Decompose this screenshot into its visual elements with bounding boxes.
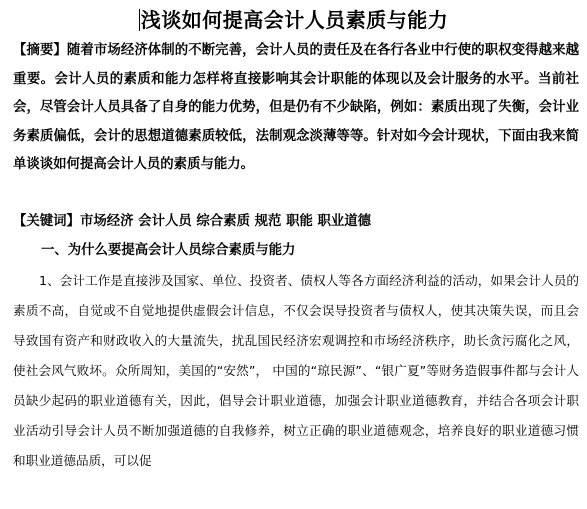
keywords-label: 【关键词】 <box>13 214 80 229</box>
document-title[interactable]: 浅谈如何提高会计人员素质与能力 <box>140 8 449 32</box>
body-paragraph[interactable] <box>13 266 579 476</box>
abstract-label: 【摘要】 <box>13 43 67 58</box>
keywords-text: 市场经济 会计人员 综合素质 规范 职能 职业道德 <box>79 214 372 229</box>
keywords-paragraph[interactable] <box>13 208 579 237</box>
abstract-text: 随着市场经济体制的不断完善，会计人员的责任及在各行各业中行使的职权变得越来越重要。会计人员的素质和能力怎样将直接影响其会计职能的体现以及会计服务的水平。当前社会，尽管会计人员具备了自身的能力优势，但是仍有不少缺陷，例如：素质出现了失衡，会计业务素质偏低，会计的思想道德素质较低，法制观念淡薄等等。针对如今会计现状，下面由我来简单谈谈如何提高会计人员的素质与能力。 <box>13 43 580 173</box>
body-paragraph-text: 1、会计工作是直接涉及国家、单位、投资者、债权人等各方面经济利益的活动，如果会计人员的素质不高，自觉或不自觉地提供虚假会计信息，不仅会误导投资者与债权人，使其决策失误，而且会导致国有资产和财政收入的大量流失，扰乱国民经济宏观调控和市场经济秩序，助长贪污腐化之风，使社会风气败坏。众所周知，美国的“安然”， 中国的“琼民源”、“银广夏”等财务造假事件都与会计人员缺少起码的职业道德有关，因此，倡导会计职业道德，加强会计职业道德教育，并结合各项会计职业活动引导会计人员不断加强道德的自我修养，树立正确的职业道德观念，培养良好的职业道德习惯和职业道德品质，可以促 <box>13 273 579 468</box>
section-heading[interactable]: 一、为什么要提高会计人员综合素质与能力 <box>41 243 296 258</box>
abstract-paragraph[interactable] <box>13 37 579 180</box>
title-row <box>0 6 587 34</box>
text-cursor <box>139 9 140 31</box>
